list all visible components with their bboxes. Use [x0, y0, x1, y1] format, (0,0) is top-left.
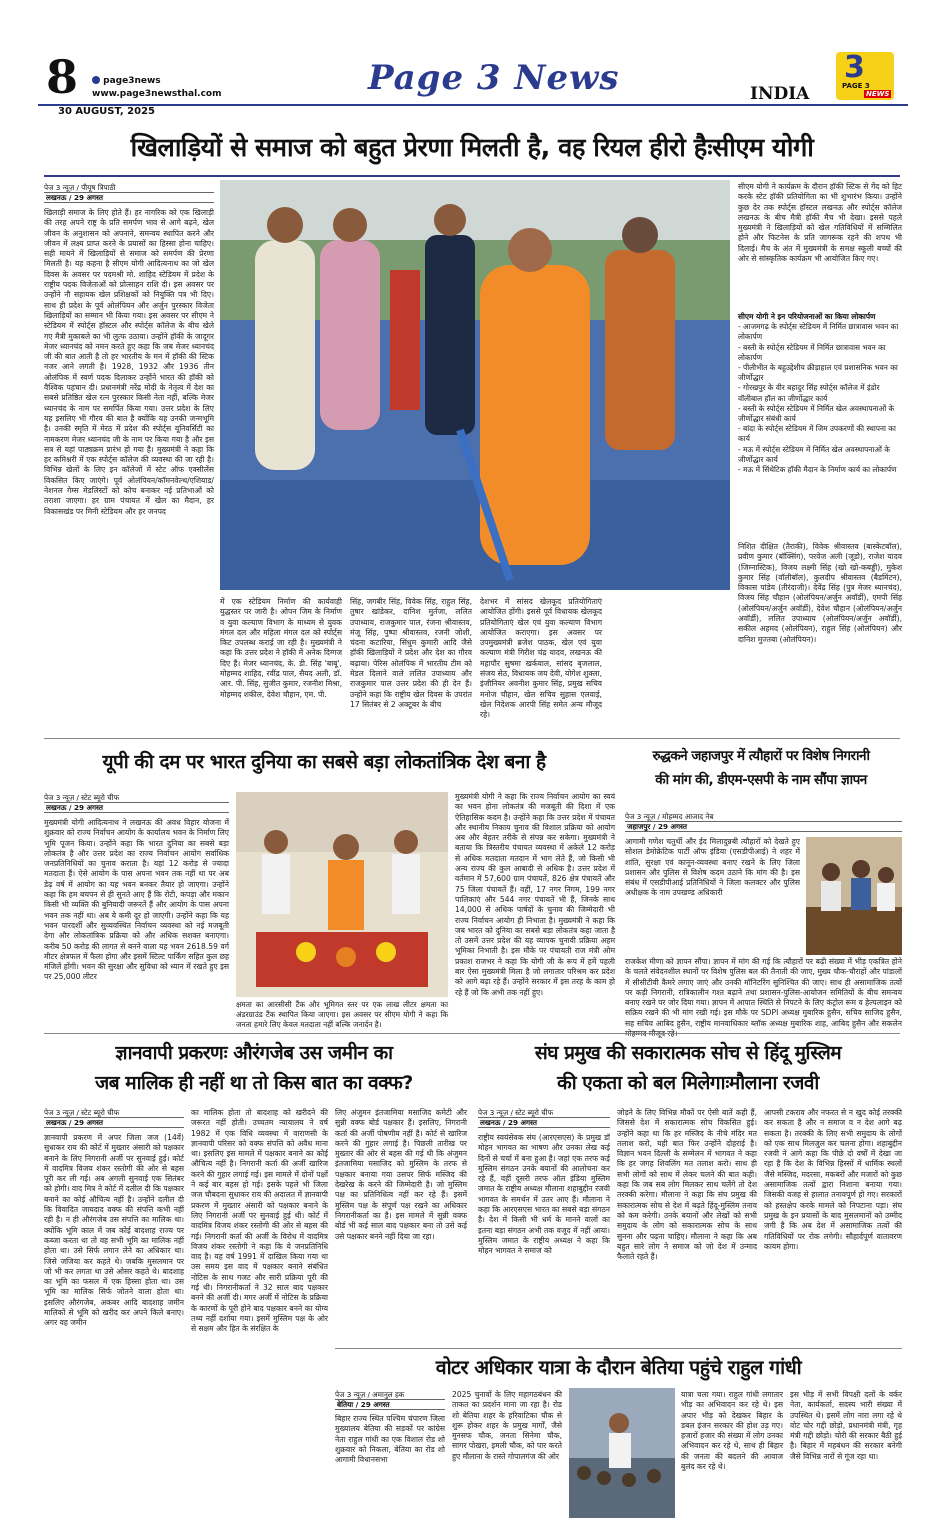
social-text: page3news — [103, 76, 161, 86]
story5-col3: आपसी टकराव और नफरत से न खुद कोई तरक्की कर सकता है और न समाज व न देश आगे बढ़ सकता है। तरक्की के लिए सभी समुदाय के लोगों को एक साथ मिलजुल कर चलना होगा। शहाबुद्दीन रजवी ने आगे कहा कि पीछे दो वर्षों में देखा जा रहा है कि देश के विभिन्न हिस्सों में धार्मिक स्थलों जैसे मस्जिद, मदरसा, मकबरों और मजारों को कुछ असामाजिक तत्वों द्वारा निशाना बनाया गया। जिसकी वजह से हालात तनावपूर्ण हो गए। सरकारों को हस्तक्षेप करके मामले को निपटाना पड़ा। संघ प्रमुख के इन प्रयासों के बाद मुसलमानों को उम्मीद जगी है कि अब देश में असामाजिक तत्वों की गतिविधियों पर रोक लगेगी। सौहार्दपूर्ण वातावरण कायम होगा। — [764, 1108, 902, 1251]
projects-intro: सीएम योगी ने इन परियोजनाओं का किया लोकार्पण — [738, 312, 876, 321]
badge-news: NEWS — [866, 90, 890, 98]
story6-col2: 2025 चुनावों के लिए महागठबंधन की ताकत का प्रदर्शन माना जा रहा है। रोड शो बेतिया शहर के हरिवाटिका चौक से शुरू होकर शहर के प्रमुख मार्गों, जैसे मुनसफ चौक, जनता सिनेमा चौक, सागर पोखरा, इमली चौक, को पार करते हुए मौलाना के रास्ते गोपालगंज की ओर — [452, 1390, 562, 1461]
website[interactable]: www.page3newsthal.com — [92, 89, 222, 99]
story1-photo — [220, 180, 730, 590]
project-item: - मऊ में सिंथेटिक हॉकी मैदान के निर्माण कार्य का लोकार्पण — [738, 465, 897, 475]
project-item: - बस्ती के स्पोर्ट्स स्टेडियम में निर्मित खेल अवस्थापनाओं के जीर्णोद्धार संबंधी कार्य — [738, 403, 895, 424]
story5-headline-line1: संघ प्रमुख की सकारात्मक सोच से हिंदू मुस्लिम — [534, 1042, 842, 1064]
story4-col2: का मालिक होता तो बादशाह को खरीदने की जरूरत नहीं होती। उच्चतम न्यायालय ने वर्ष 1982 में एक विधि व्यवस्था में वाराणसी के ज्ञानवापी परिसर को वक्फ संपत्ति को अवैध माना था। इसलिए इस मामले में पक्षकार बनाने का कोई औचित्य नहीं है। निगरानी कर्ता की अर्जी खारिज करने की गुहार लगाई गई। इस मामले में दोनों पक्षों ने कई बार बहस हो गई। इसके पहले भी जिला जज चौबदना सुधाकर राय की अदालत में ज्ञानवापी प्रकरण में मुख्तार अंसारी को पक्षकार बनाने के लिए निगरानी अर्जी पर सुनवाई हुई थी। कोर्ट में वादमित्र विजय शंकर रस्तोगी की ओर से बहस की गई। निगरानी कर्ता की अर्जी के विरोध में वादमित्र विजय शंकर रस्तोगी ने कहा कि ये जनप्रतिनिधि वाद है। यह वर्ष 1991 में दाखिल किया गया था उस समय इस वाद में पक्षकार बनाने संबंधित नोटिस के साथ गजट और सारी प्रक्रिया पूरी की गई थी। निगरानीकर्ता ने 32 साल बाद पक्षकार बनने की अर्जी दी। मगर अर्जी में नोटिस के प्रक्रिया के कारणों के पूरी होने बाद पक्षकार बनने का योग्य तथ्य नहीं दर्शाया गया। इसमें मुस्लिम पक्ष के ओर से सक्षम और हित के संरक्षित के — [191, 1108, 328, 1334]
story3-photo — [806, 837, 902, 955]
project-item: - गोरखपुर के वीर बहादुर सिंह स्पोर्ट्स कॉलेज में इंडोर वॉलीबाल हॉल का जीर्णोद्धार कार्य — [738, 383, 880, 403]
project-item: - पीलीभीत के बहुउद्देशीय क्रीड़ाहाल एवं प्रशासनिक भवन का जीर्णोद्धार — [738, 363, 898, 383]
story2-caption: क्षमता का आरसीसी टैंक और भूमिगत स्तर पर एक लाख लीटर क्षमता का अंडरग्राउंड टैंक स्थापित किया जाएगा। इस अवसर पर सीएम योगी ने कहा कि जनता हमारे लिए केवल मतदाता नहीं बल्कि जनार्दन है। — [236, 1000, 448, 1029]
project-item: - मऊ में स्पोर्ट्स स्टेडियम में निर्मित खेल अवस्थापनाओं के जीर्णोद्धार कार्य — [738, 444, 890, 464]
social-handle — [92, 76, 161, 86]
story1-col4: देशभर में सांसद खेलकूद प्रतियोगिताएं आयोजित होंगी। इससे पूर्व विधायक खेलकूद प्रतियोगिताएं खेल एवं युवा कल्याण विभाग आयोजित कराएगा। इस अवसर पर उपमुख्यमंत्री ब्रजेश पाठक, खेल एवं युवा कल्याण मंत्री गिरीश चंद्र यादव, लखनऊ की महापौर सुषमा खर्कवाल, सांसद बृजलाल, संजय सेठ, विधायक जय देवी, योगेश शुक्ला, इंजीनियर अवनीश कुमार सिंह, प्रमुख सचिव मनोज चौहान, खेल सचिव सुहास एलवाई, खेल निदेशक आरपी सिंह समेत अन्य मौजूद रहे। — [480, 597, 602, 720]
project-item: - आजमगढ़ के स्पोर्ट्स स्टेडियम में निर्मित छात्रावास भवन का लोकार्पण — [738, 322, 899, 342]
story4-byline: पेज 3 न्यूज़ / स्टेट ब्यूरो चीफ लखनऊ / 29 अगस्त — [44, 1108, 184, 1128]
roadshow-photo — [569, 1388, 675, 1518]
story4-headline-line1: ज्ञानवापी प्रकरणः औरंगजेब उस जमीन का — [115, 1042, 393, 1064]
badge-page: PAGE 3 — [842, 82, 870, 90]
story1-rule — [44, 175, 900, 177]
story5-byline: पेज 3 न्यूज़ / स्टेट ब्यूरो चीफ लखनऊ / 29 अगस्त — [478, 1108, 610, 1128]
story6-photo — [569, 1388, 675, 1518]
story4-headline-line2: जब मालिक ही नहीं था तो किस बात का वक्फ? — [95, 1072, 413, 1094]
story2-headline: यूपी की दम पर भारत दुनिया का सबसे बड़ा लोकतांत्रिक देश बना है — [102, 751, 546, 773]
story1-headline: खिलाड़ियों से समाज को बहुत प्रेरणा मिलती है, वह रियल हीरो हैःसीएम योगी — [130, 133, 814, 163]
story1-byline: पेज 3 न्यूज़ / पीयूष त्रिपाठी लखनऊ / 29 अगस्त — [44, 183, 214, 203]
story1-right-names: निशित दीक्षित (तैराकी), विवेक श्रीवास्तव (बास्केटबॉल), प्रवीण कुमार (बॉक्सिंग), परवेज अली (जूडो), राजेश यादव (जिम्नास्टिक), विजय लक्ष्मी सिंह (खो खो-कबड्डी), मुकेश कुमार सिंह (वॉलीबॉल), कुलदीप श्रीवास्तव (बैडमिंटन), विकास पांडेय (तीरंदाजी)। देवेंद्र सिंह (पुत्र मेजर ध्यानचंद), विजय सिंह चौहान (ओलंपियन/अर्जुन अवॉर्डी), एमपी सिंह (ओलंपियन/अर्जुन अवॉर्डी), देवेश चौहान (ओलंपियन/अर्जुन अवॉर्डी), ललित उपाध्याय (ओलंपियन/अर्जुन अवॉर्डी), सकील अहमद (ओलंपियन), राहुल सिंह (ओलंपियन) और दानिश मुज्तबा (ओलंपियन)। — [738, 542, 902, 644]
story4-col1: ज्ञानवापी प्रकरण में अपर जिला जज (14वें) सुधाकर राय की कोर्ट में मुख्तार अंसारी को पक्षकार बनाने के लिए निगरानी अर्जी पर सुनवाई हुई। कोर्ट में वादमित्र विजय शंकर रस्तोगी की ओर से बहस पूरी कर ली गई। अब अगली सुनवाई एक सितंबर को होगी। वाद मित्र ने कोर्ट में दलील दी कि पक्षकार बनाने का कोई औचित्य नहीं है। उन्होंने दलील दी कि विवादित जायदाद वक्फ की संपत्ति कभी नहीं रही है। न ही औरंगजेब उस संपत्ति का मालिक था। क्योंकि भूमि काल में जब कोई बादशाह राज्य पर कब्जा करता था तो वह सभी भूमि का मालिक नहीं होता था। उसे सिर्फ लगान लेने का अधिकार था। जिसे जजिया कर कहते थे। जबकि मुसलमान पर जो भी कर लगता था उसे ओसर कहते थे। बादशाह का भूमि का फसल में एक हिस्सा होता था। उस भूमि का मालिक सिर्फ जोतने वाला होता था। इसलिए औरंगजेब, अकबर आदि बादशाह जमीन मालिकों से भूमि को खरीद कर अपने किले बनाए। अगर वह जमीन — [44, 1133, 184, 1328]
badge-logo — [836, 52, 894, 100]
story3-body: राजकेश मीणा को ज्ञापन सौंपा। ज्ञापन में मांग की गई कि त्यौहारों पर बढ़ी संख्या में भीड़ एकत्रित होने के चलते संवेदनशील स्थानों पर विशेष पुलिस बल की तैनाती की जाए, मुख्य चौक-चौराहों और पांडालों में सीसीटीवी कैमरे लगाए जाएं और उनकी मॉनिटरिंग सुनिश्चित की जाए। साथ ही असामाजिक तत्वों पर कड़ी निगरानी, रात्रिकालीन गश्त बढ़ाने तथा प्रशासन-पुलिस-आयोजन समितियों के बीच समन्वय बनाए रखने पर जोर दिया गया। ज्ञापन में आपात स्थिति से निपटने के लिए कंट्रोल रूम व हेल्पलाइन को सक्रिय रखने की भी मांग रखी गई। इस मौके पर SDPI अध्यक्ष मुबारिक हुसैन, सचिव साजिद हुसैन, सह सचिव आबिद हुसैन, राष्ट्रीय मानवाधिकार ब्लॉक अध्यक्ष मुबारिक शाह, आबिद हुसैन और सकलेन — [625, 957, 902, 1028]
story3-byline: पेज 3 न्यूज़ / मोहम्मद आजाद नेब जहाजपुर / 29 अगस्त — [625, 812, 902, 832]
story5-headline-line2: की एकता को बल मिलेगाःमौलाना रजवी — [557, 1072, 819, 1094]
hockey-event-photo — [220, 180, 730, 590]
story6-col1: बिहार राज्य स्थित पश्चिम चंपारण जिला मुख्यालय बेतिया की सड़कों पर कांग्रेस नेता राहुल गांधी का एक विशाल रोड शो शुक्रवार को निकला, बेतिया का रोड शो आगामी विधानसभा — [335, 1414, 445, 1465]
logo: Page 3 News — [368, 58, 620, 98]
project-item: - बस्ती के स्पोर्ट्स स्टेडियम में निर्मित छात्रावास भवन का लोकार्पण — [738, 342, 886, 362]
story6-top-rule — [335, 1348, 902, 1349]
social-icon — [92, 76, 100, 84]
story6-col3: यात्रा चला गया। राहुल गांधी लगातार भीड़ का अभिवादन कर रहे थे। इस अपार भीड़ को देखकर बिहार के डबल इंजन सरकार की होश उड़ गए। हजारों हजार की संख्या में लोग उनका अभिवादन कर रहे थे, साथ ही बिहार की जनता की बदलने की आवाज बुलंद कर रहे थे। — [681, 1390, 783, 1472]
page-number: 8 — [46, 50, 79, 104]
story6-headline: वोटर अधिकार यात्रा के दौरान बेतिया पहुंचे राहुल गांधी — [435, 1356, 802, 1379]
story3-intro: आगामी गणेश चतुर्थी और ईद मिलादुन्नबी त्यौहारों को देखते हुए सोशल डेमोक्रेटिक पार्टी ऑफ इंडिया (एसडीपीआई) ने शहर में शांति, सुरक्षा एवं कानून-व्यवस्था बनाए रखने के लिए जिला प्रशासन और पुलिस से विशेष कदम उठाने कि मांग की है। इस संबंध में एसडीपीआई प्रतिनिधियों ने जिला कलक्टर और पुलिस अधीक्षक के नाम उपखण्ड अधिकारी — [625, 837, 800, 898]
masthead-rule — [38, 104, 908, 106]
story5-col1: राष्ट्रीय स्वयंसेवक संघ (आरएसएस) के प्रमुख डॉ मोहन भागवत का भाषण और उनका लेख कई दिनों से चर्चा में बना हुआ है। जहां एक तरफ कई मुस्लिम संगठन उनके बयानों की आलोचना कर रहे हैं, वहीं दूसरी तरफ ऑल इंडिया मुस्लिम जमात के राष्ट्रीय अध्यक्ष मौलाना शहाबुद्दीन रजवी भागवत के समर्थन में उतर आए हैं। मौलाना ने कहा कि आरएसएस भारत का सबसे बड़ा संगठन है। देश में किसी भी धर्म के मानने वालों का इतना बड़ा संगठन अभी तक वजूद में नहीं आया। मुस्लिम जमात के राष्ट्रीय अध्यक्ष ने कहा कि मोहन भागवत ने समाज को — [478, 1133, 610, 1256]
story2-col1: मुख्यमंत्री योगी आदित्यनाथ ने लखनऊ की अवध विहार योजना में शुक्रवार को राज्य निर्वाचन आयोग के कार्यालय भवन के निर्माण लिए भूमि पूजन किया। उन्होंने कहा कि भारत दुनिया का सबसे बड़ा लोकतंत्र है और उत्तर प्रदेश का राज्य निर्वाचन आयोग सर्वाधिक जनप्रतिनिधियों का चुनाव कराता है। यहां 12 करोड़ से ज्यादा मतदाता हैं। ऐसे आयोग के पास अपना भवन तक नहीं था पर अब डेढ़ वर्ष में आयोग का यह भवन बनकर तैयार हो जाएगा। उन्होंने कहा कि हम बचपन से ही सुनते आए हैं कि रोटी, कपड़ा और मकान किसी भी व्यक्ति की बुनियादी जरूरतें हैं और आयोग के पास अपना भवन तक नहीं था। अब ये कमी दूर हो जाएगी। उन्होंने कहा कि यह भवन पारदर्शी और सुव्यवस्थित निर्वाचन व्यवस्था को नई मजबूती देगा और लोकतांत्रिक प्रक्रिया को और अधिक सशक्त बनाएगा। करीब 50 करोड़ की लागत से बनने वाला यह भवन 2618.59 वर्ग मीटर क्षेत्रफल में फैला होगा और इसमें स्टिल्ट पार्किंग सहित कुल छह मंजिलें होंगी। भवन की सुरक्षा और सुविधा को ध्यान में रखते हुए इस पर 25,000 लीटर — [44, 818, 229, 982]
story2-photo — [236, 792, 448, 997]
story1-projects-box — [738, 312, 902, 534]
story4-col3: लिए अंजुमन इंतजामिया मसाजिद कमेटी और सुन्नी वक्फ बोर्ड पक्षकार हैं। इसलिए, निगरानी कर्ता की अर्जी पोषणीय नहीं है। कोर्ट से खारिज करने की गुहार लगाई है। पिछली तारीख पर मुख्तार की ओर से बहस की गई थी कि अंजुमन इंतजामिया मसाजिद को मुस्लिम के तरफ से पक्षकार बनाया गया उसपर सिर्फ मस्जिद की देखरेख के करने की जिम्मेदारी है। जो मुस्लिम पक्ष का प्रतिनिधित्व नहीं कर रहे हैं। इसमें मुस्लिम पक्ष के संपूर्ण पक्ष रखने का अधिकार निगरानीकर्ता का है। इस मामले में सुन्नी वक्फ बोर्ड भी कई साल बाद पक्षकार बना तो उसे कई उसे पक्षकार बनने नहीं दिया जा रहा। — [335, 1108, 467, 1241]
story1-col2: में एक स्टेडियम निर्माण की कार्यवाही युद्धस्तर पर जारी है। ओपन जिम के निर्माण व युवा कल्याण विभाग के माध्यम से युवक मंगल दल और महिला मंगल दल को स्पोर्ट्स किट उपलब्ध कराई जा रही है। मुख्यमंत्री ने कहा कि उत्तर प्रदेश ने हॉकी में अनेक दिग्गज दिए हैं। मेजर ध्यानचंद, के. डी. सिंह 'बाबू', मोहम्मद शाहिद, रवींद्र पाल, सैयद अली, डॉ. आर. पी. सिंह, सुजीत कुमार, रजनीश मिश्रा, मोहम्मद शकील, देवेश चौहान, एम. पी. — [220, 597, 342, 699]
story2-col2: मुख्यमंत्री योगी ने कहा कि राज्य निर्वाचन आयोग का स्वयं का भवन होना लोकतंत्र की मजबूती की दिशा में एक ऐतिहासिक कदम है। उन्होंने कहा कि उत्तर प्रदेश में पंचायत और स्थानीय निकाय चुनाव की विशाल प्रक्रिया को आयोग अब और बेहतर तरीके से संपन्न कर सकेगा। मुख्यमंत्री ने बताया कि त्रिस्तरीय पंचायत व्यवस्था में अकेले 12 करोड़ से अधिक मतदाता मतदान में भाग लेते हैं, जो किसी भी अन्य राज्य की कुल आबादी से अधिक है। उत्तर प्रदेश में वर्तमान में 57,600 ग्राम पंचायतें, 826 क्षेत्र पंचायतें और 75 जिला पंचायतें हैं। वहीं, 17 नगर निगम, 199 नगर पालिकाएं और 544 नगर पंचायतें भी हैं, जिनके साथ 14,000 से अधिक पार्षदों के चुनाव की जिम्मेदारी भी राज्य निर्वाचन आयोग ही निभाता है। मुख्यमंत्री ने कहा कि जब भारत को दुनिया का सबसे बड़ा लोकतंत्र कहा जाता है तो उसमें उत्तर प्रदेश की यह व्यापक चुनावी प्रक्रिया अहम भूमिका निभाती है। इस मौके पर पंचायती राज मंत्री ओम प्रकाश राजभर ने कहा कि योगी जी के रूप में हमें पहली बार ऐसा मुख्यमंत्री मिला है जो लगातार परिश्रम कर प्रदेश को आगे बढ़ा रहे हैं। उन्होंने सरकार में इस तरह के काम हो रहे हैं जो कि अभी तक नहीं हुए। — [455, 792, 615, 997]
masthead — [38, 48, 908, 118]
date: 30 AUGUST, 2025 — [58, 106, 155, 117]
badge-number: 3 — [844, 50, 865, 85]
story2-top-rule — [44, 738, 900, 739]
memorandum-photo — [806, 837, 902, 955]
story1-col3: सिंह, जगबीर सिंह, विवेक सिंह, राहुल सिंह, तुषार खांडेकर, दानिश मुर्तजा, ललित उपाध्याय, राजकुमार पाल, रंजना श्रीवास्तव, मंजू सिंह, पुष्पा श्रीवास्तव, रजनी जोशी, चंदना कटारिया, सिंधुम कुमारी आदि जैसे हॉकी खिलाड़ियों ने प्रदेश और देश का गौरव बढ़ाया। पेरिस ओलंपिक में भारतीय टीम को मेडल दिलाने वाले ललित उपाध्याय और राजकुमार पाल उत्तर प्रदेश की ही देन हैं। उन्होंने कहा कि राष्ट्रीय खेल दिवस के उपरांत 17 सितंबर से 2 अक्टूबर के बीच — [350, 597, 472, 709]
story1-right-col: सीएम योगी ने कार्यक्रम के दौरान हॉकी स्टिक से गेंद को हिट करके स्टेट हॉकी प्रतियोगिता का भी शुभारंभ किया। उन्होंने कुछ देर तक स्पोर्ट्स हॉस्टल लखनऊ और स्पोर्ट्स कॉलेज लखनऊ के बीच मैत्री हॉकी मैच भी देखा। इससे पहले मुख्यमंत्री ने खिलाड़ियों को खेल गतिविधियों में सम्मिलित होने और फिटनेस के प्रति जागरूक रहने की शपथ भी दिलाई। मैच के अंत में मुख्यमंत्री के समक्ष स्कूली बच्चों की ओर से सांस्कृतिक कार्यक्रम भी आयोजित किए गए। — [738, 182, 902, 264]
edition: INDIA — [750, 84, 810, 104]
story1-col1: खिलाड़ी समाज के लिए होते हैं। हर नागरिक को एक खिलाड़ी की तरह अपने राष्ट्र के प्रति समर्पण भाव से आगे बढ़ने, खेल जीवन के अनुशासन को अपनाने, समन्वय स्थापित करने और जीवन में लक्ष्य प्राप्त करने के प्रयासों का हिस्सा होना चाहिए। सही मायने में खिलाड़ियों से समाज को समर्पण की प्रेरणा मिलती है। यह कहना है सीएम योगी आदित्यनाथ का जो खेल दिवस के अवसर पर पदमश्री मो. शाहिद स्टेडियम में प्रदेश के राष्ट्रीय पदक विजेताओं को प्रोत्साहन राशि दी। इस अवसर पर उन्होंने नौ सहायक खेल प्रशिक्षकों को नियुक्ति पत्र भी दिए। साथ ही प्रदेश के पूर्व ओलंपियन और अर्जुन पुरस्कार विजेता खिलाड़ियों का सम्मान भी किया गया। इस अवसर पर सीएम ने स्टेडियम में स्पोर्ट्स हॉस्टल और स्पोर्ट्स कॉलेज के बीच खेले गए मैत्री मुकाबले का भी लुत्फ उठाया। उन्होंने हॉकी के जादूगर मेजर ध्यानचंद को नमन करते हुए कहा कि जब मेजर ध्यानचंद जी की बात आती है तो हर भारतीय के मन में हॉकी की स्टिक नजर आने लगती है। 1928, 1932 और 1936 तीन ओलंपिक में स्वर्ण पदक दिलाकर उन्होंने भारत की हॉकी को वैश्विक पहचान दी। प्रधानमंत्री नरेंद्र मोदी के नेतृत्व में देश का सबसे प्रतिष्ठित खेल रत्न पुरस्कार किसी नेता नहीं, बल्कि मेजर ध्यानचंद के नाम पर समर्पित किया गया। उत्तर प्रदेश के लिए यह इसलिए भी गौरव की बात है क्योंकि यह उनकी जन्मभूमि है। उनकी स्मृति में मेरठ में प्रदेश की स्पोर्ट्स यूनिवर्सिटी का नामकरण मेजर ध्यानचंद जी के नाम पर किया गया है और इस सत्र से यहां पाठ्यक्रम प्रारंभ हो गया है। मुख्यमंत्री ने कहा कि हर कमिश्नरी में एक स्पोर्ट्स कॉलेज की व्यवस्था की जा रही है। विभिन्न खेलों के लिए इन कॉलेजों में स्टेट ऑफ एक्सीलेंस विकसित किए जाएंगे। पूर्व ओलंपियन/कॉमनवेल्थ/एशियाड/नेशनल गेम्स मेडलिस्टों को कोच बनाकर नई प्रतिभाओं को तराशा जाएगा। हर ग्राम पंचायत में खेल का मैदान, हर विकासखंड पर मिनी स्टेडियम और हर जनपद — [44, 208, 214, 516]
project-item: - बांदा के स्पोर्ट्स स्टेडियम में जिम उपकरणों की स्थापना का कार्य — [738, 424, 896, 444]
story1-col4b — [610, 597, 730, 727]
story2-byline: पेज 3 न्यूज़ / स्टेट ब्यूरो चीफ लखनऊ / 29 अगस्त — [44, 793, 229, 813]
story6-col4: इस भीड़ में सभी विपक्षी दलों के वर्कर नेता, कार्यकर्ता, सदस्य भारी संख्या में उपस्थित थे। इसमें लोग नारा लगा रहे थे वोट चोर गद्दी छोड़ो, प्रधानमंत्री मंत्री, गृह मंत्री गद्दी छोड़ो। चोरी की सरकार बैठी हुई है। बिहार में महबंधन की सरकार बनेगी जैसे विभिन्न नारों से गूंज रहा था। — [790, 1390, 902, 1461]
story5-col2: जोड़ने के लिए विभिन्न मौकों पर ऐसी बातें कही हैं, जिससे देश में सकारात्मक सोच विकसित हुई। उन्होंने कहा था कि हर मस्जिद के नीचे मंदिर मत तलाश करो, यही बात फिर उन्होंने दोहराई है। विज्ञान भवन दिल्ली के सम्मेलन में भागवत ने कहा कि हर जगह शिवलिंग मत तलाश करो। साथ ही सभी लोगों को साथ में लेकर चलने की बात कही। कहा कि जब सब लोग मिलकर साथ चलेंगे तो देश तरक्की करेगा। मौलाना ने कहा कि संघ प्रमुख की सकारात्मक सोच से देश में बढ़ते हिंदू-मुस्लिम तनाव को कम करेगी। उनके बयानों और लेखों को सभी समुदाय के लोग को सकारात्मक सोच के साथ सुनना और पढ़ना चाहिए। मौलाना ने कहा कि अब बहुत सारे लोग ने समाज को जो देश में उन्माद फैलाते रहते हैं। — [617, 1108, 757, 1262]
bhoomi-pujan-photo — [236, 792, 448, 997]
story3-headline-line1: रुद्धकने जहाजपुर में त्यौहारों पर विशेष निगरानी — [652, 748, 870, 764]
story6-byline: पेज 3 न्यूज़ / अमानुल हक बेतिया / 29 अगस्त — [335, 1390, 445, 1410]
story4-top-rule — [44, 1033, 900, 1034]
story3-headline-line2: की मांग की, डीएम-एसपी के नाम सौंपा ज्ञापन — [655, 772, 867, 788]
